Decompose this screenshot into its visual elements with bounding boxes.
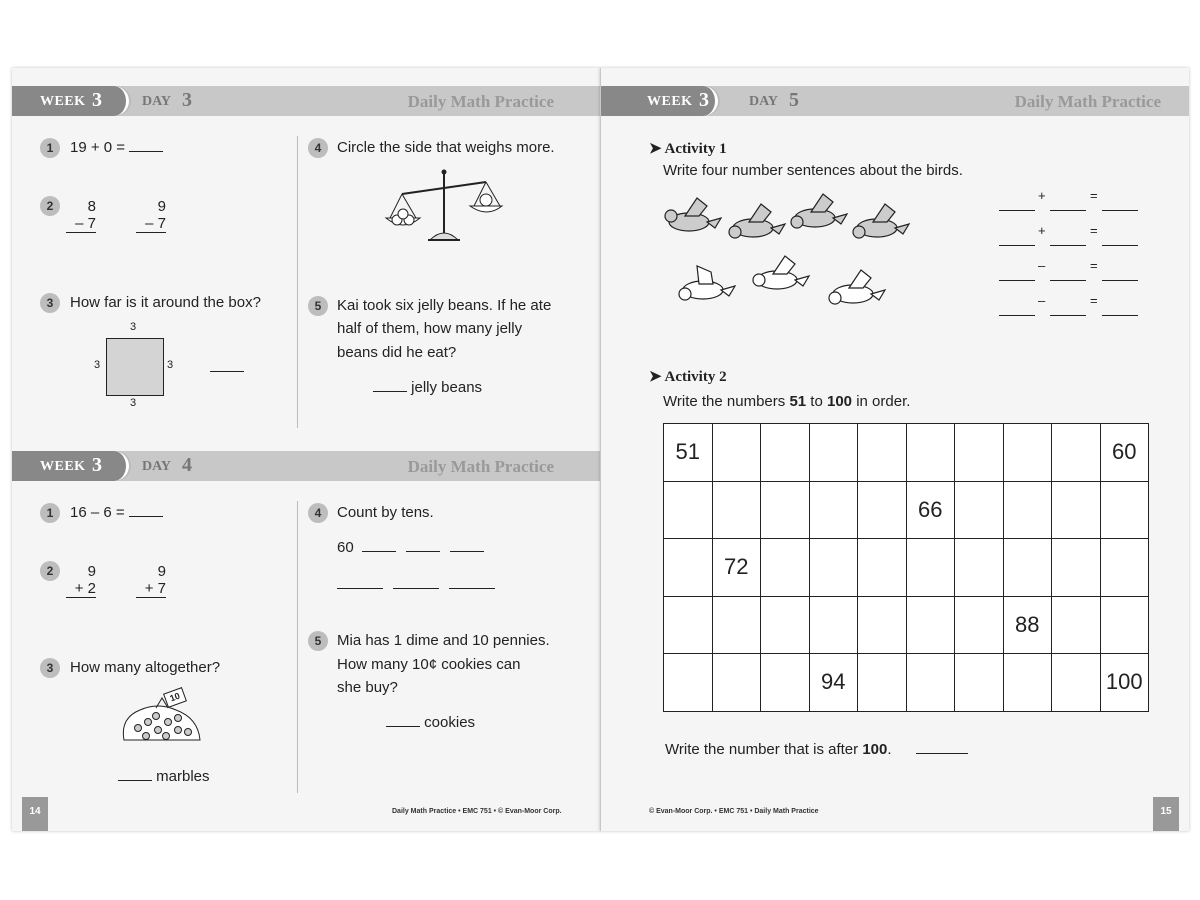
answer-blank <box>1102 303 1138 316</box>
instruction-text: to <box>806 393 827 410</box>
instruction-text: in order. <box>852 393 911 410</box>
bottom-number: + 2 <box>66 580 96 598</box>
question-number: 4 <box>308 503 328 523</box>
week-label: WEEK <box>40 94 86 109</box>
top-number: 9 <box>87 563 96 580</box>
day-number: 3 <box>182 89 192 111</box>
question-text: . <box>887 741 892 758</box>
day-label: DAY <box>749 94 779 109</box>
grid-cell-blank[interactable] <box>664 481 713 539</box>
answer-blank <box>450 539 484 552</box>
grid-cell-blank[interactable] <box>1100 481 1149 539</box>
instruction-text: Write the numbers <box>663 393 790 410</box>
top-number: 9 <box>157 563 166 580</box>
answer-blank <box>129 139 163 152</box>
grid-cell-filled: 60 <box>1100 424 1149 482</box>
arrow-icon: ➤ <box>649 141 662 157</box>
week-number: 3 <box>92 454 102 476</box>
footer-credit: Daily Math Practice • EMC 751 • © Evan-Moor Corp. <box>392 808 562 815</box>
answer-blank <box>1050 198 1086 211</box>
answer-unit: marbles <box>156 768 210 785</box>
question-text: Write the number that is after <box>665 741 863 758</box>
answer-blank <box>362 539 396 552</box>
page-number: 15 <box>1153 797 1179 831</box>
grid-row <box>664 654 1149 712</box>
question-number: 2 <box>40 196 60 216</box>
grid-cell-blank[interactable] <box>761 596 810 654</box>
left-page <box>12 68 600 831</box>
top-number: 9 <box>157 198 166 215</box>
grid-cell-filled: 72 <box>712 539 761 597</box>
question-text <box>70 139 163 156</box>
grid-cell-blank[interactable] <box>761 654 810 712</box>
question-number: 3 <box>40 293 60 313</box>
grid-cell-filled: 66 <box>906 481 955 539</box>
vertical-problem <box>136 563 166 598</box>
answer-blank <box>1050 303 1086 316</box>
question-number: 1 <box>40 503 60 523</box>
answer-blank <box>373 379 407 392</box>
grid-cell-blank[interactable] <box>858 654 907 712</box>
vertical-problem <box>66 563 96 598</box>
bottom-number: – 7 <box>136 215 166 233</box>
grid-cell-blank[interactable] <box>1052 654 1101 712</box>
question-line: half of them, how many jelly <box>337 320 523 337</box>
question-text: How many altogether? <box>70 659 221 676</box>
answer-blank <box>1050 233 1086 246</box>
sentence-row <box>999 256 1144 291</box>
question-line: she buy? <box>337 679 398 696</box>
sentence-row <box>999 221 1144 256</box>
column-divider <box>297 501 298 793</box>
question-text: How far is it around the box? <box>70 294 261 311</box>
week-label: WEEK <box>40 459 86 474</box>
activity-heading <box>649 367 727 386</box>
operator: + <box>1038 188 1046 203</box>
marble-bag-icon <box>118 688 208 748</box>
activity-label: Activity 1 <box>664 141 727 157</box>
grid-row <box>664 481 1149 539</box>
question-number: 3 <box>40 658 60 678</box>
grid-cell-filled: 100 <box>1100 654 1149 712</box>
answer-blank <box>129 504 163 517</box>
side-label: 3 <box>94 359 101 371</box>
grid-cell-blank[interactable] <box>1003 654 1052 712</box>
right-page <box>600 68 1189 831</box>
question-text: Count by tens. <box>337 504 434 521</box>
side-label: 3 <box>167 359 174 371</box>
grid-cell-blank[interactable] <box>1003 481 1052 539</box>
question-line: Kai took six jelly beans. If he ate <box>337 297 552 314</box>
question-line: beans did he eat? <box>337 344 457 361</box>
top-number: 8 <box>87 198 96 215</box>
day-label: DAY <box>142 459 172 474</box>
sentence-row <box>999 291 1144 326</box>
week-tab <box>601 86 718 116</box>
grid-cell-blank[interactable] <box>1052 424 1101 482</box>
grid-cell-blank[interactable] <box>955 596 1004 654</box>
question-number: 1 <box>40 138 60 158</box>
number-sentences <box>999 186 1144 326</box>
question-line: How many 10¢ cookies can <box>337 656 521 673</box>
grid-cell-blank[interactable] <box>712 424 761 482</box>
grid-cell-blank[interactable] <box>906 654 955 712</box>
day4-header <box>12 451 600 481</box>
answer-blank <box>337 576 383 589</box>
hundreds-grid <box>663 423 1149 712</box>
start-number: 60 <box>337 539 354 556</box>
arrow-icon: ➤ <box>649 369 662 385</box>
answer-line <box>386 714 475 731</box>
grid-cell-blank[interactable] <box>1052 596 1101 654</box>
vertical-problem <box>66 198 96 233</box>
page-number: 14 <box>22 797 48 831</box>
grid-row <box>664 596 1149 654</box>
grid-row <box>664 539 1149 597</box>
grid-cell-blank[interactable] <box>761 481 810 539</box>
question-number: 4 <box>308 138 328 158</box>
equals-sign: = <box>1090 188 1098 203</box>
answer-unit: jelly beans <box>411 379 483 396</box>
grid-cell-blank[interactable] <box>1003 539 1052 597</box>
grid-cell-blank[interactable] <box>955 481 1004 539</box>
grid-cell-blank[interactable] <box>1052 481 1101 539</box>
week-tab <box>12 451 129 481</box>
price-tag: 10 <box>163 687 187 708</box>
range-start: 51 <box>789 393 807 410</box>
question-line: Mia has 1 dime and 10 pennies. <box>337 632 550 649</box>
grid-cell-blank[interactable] <box>858 424 907 482</box>
header-title: Daily Math Practice <box>407 92 554 111</box>
question-number: 5 <box>308 296 328 316</box>
answer-blank <box>1102 198 1138 211</box>
count-row <box>337 576 495 594</box>
answer-line <box>373 379 482 396</box>
day-label: DAY <box>142 94 172 109</box>
answer-blank <box>118 768 152 781</box>
equals-sign: = <box>1090 293 1098 308</box>
day3-header <box>12 86 600 116</box>
grid-cell-blank[interactable] <box>809 424 858 482</box>
operator: – <box>1038 293 1046 308</box>
header-title: Daily Math Practice <box>407 457 554 476</box>
day-number: 5 <box>789 89 799 111</box>
birds-illustration <box>663 190 913 320</box>
question-number: 5 <box>308 631 328 651</box>
answer-blank <box>1050 268 1086 281</box>
grid-cell-blank[interactable] <box>664 539 713 597</box>
answer-blank <box>393 576 439 589</box>
grid-cell-blank[interactable] <box>664 654 713 712</box>
vertical-problem <box>136 198 166 233</box>
grid-cell-blank[interactable] <box>906 539 955 597</box>
grid-cell-filled: 88 <box>1003 596 1052 654</box>
activity-label: Activity 2 <box>664 369 727 385</box>
answer-blank <box>210 359 244 372</box>
grid-cell-blank[interactable] <box>1003 424 1052 482</box>
q1-expression: 16 – 6 = <box>70 504 125 521</box>
question-number-bold: 100 <box>862 741 888 758</box>
activity-instruction <box>663 393 910 410</box>
answer-blank <box>999 268 1035 281</box>
balance-scale-icon <box>384 168 504 253</box>
answer-blank <box>449 576 495 589</box>
grid-cell-blank[interactable] <box>1100 539 1149 597</box>
question-number: 2 <box>40 561 60 581</box>
grid-cell-blank[interactable] <box>712 481 761 539</box>
bottom-number: + 7 <box>136 580 166 598</box>
grid-cell-blank[interactable] <box>761 424 810 482</box>
grid-cell-blank[interactable] <box>1100 596 1149 654</box>
answer-blank <box>1102 233 1138 246</box>
count-row <box>337 539 484 556</box>
answer-blank <box>406 539 440 552</box>
after-question <box>665 741 968 758</box>
side-label: 3 <box>130 397 137 409</box>
week-number: 3 <box>699 89 709 111</box>
grid-cell-blank[interactable] <box>761 539 810 597</box>
grid-cell-blank[interactable] <box>858 539 907 597</box>
grid-cell-blank[interactable] <box>809 481 858 539</box>
week-number: 3 <box>92 89 102 111</box>
grid-cell-blank[interactable] <box>664 596 713 654</box>
grid-cell-blank[interactable] <box>1052 539 1101 597</box>
header-title: Daily Math Practice <box>1014 92 1161 111</box>
answer-blank <box>999 233 1035 246</box>
grid-cell-blank[interactable] <box>906 596 955 654</box>
answer-blank <box>1102 268 1138 281</box>
day-number: 4 <box>182 454 192 476</box>
grid-cell-blank[interactable] <box>809 596 858 654</box>
q1-expression: 19 + 0 = <box>70 139 126 156</box>
activity-heading <box>649 139 727 158</box>
activity-instruction: Write four number sentences about the birds. <box>663 162 963 179</box>
answer-blank <box>999 198 1035 211</box>
week-tab <box>12 86 129 116</box>
grid-cell-blank[interactable] <box>955 654 1004 712</box>
answer-unit: cookies <box>424 714 476 731</box>
answer-blank <box>916 741 968 754</box>
day5-header <box>601 86 1189 116</box>
grid-cell-blank[interactable] <box>712 596 761 654</box>
box-figure <box>106 338 164 396</box>
grid-cell-blank[interactable] <box>712 654 761 712</box>
equals-sign: = <box>1090 223 1098 238</box>
grid-row <box>664 424 1149 482</box>
sentence-row <box>999 186 1144 221</box>
operator: + <box>1038 223 1046 238</box>
grid-cell-blank[interactable] <box>906 424 955 482</box>
week-label: WEEK <box>647 94 693 109</box>
grid-cell-blank[interactable] <box>809 539 858 597</box>
bottom-number: – 7 <box>66 215 96 233</box>
range-end: 100 <box>827 393 853 410</box>
operator: – <box>1038 258 1046 273</box>
column-divider <box>297 136 298 428</box>
grid-cell-filled: 51 <box>664 424 713 482</box>
equals-sign: = <box>1090 258 1098 273</box>
grid-cell-blank[interactable] <box>858 481 907 539</box>
answer-blank <box>999 303 1035 316</box>
grid-cell-filled: 94 <box>809 654 858 712</box>
grid-cell-blank[interactable] <box>858 596 907 654</box>
grid-cell-blank[interactable] <box>955 424 1004 482</box>
answer-line <box>118 768 210 785</box>
question-text: Circle the side that weighs more. <box>337 139 555 156</box>
grid-cell-blank[interactable] <box>955 539 1004 597</box>
question-text <box>70 504 163 521</box>
answer-blank <box>386 714 420 727</box>
side-label: 3 <box>130 321 137 333</box>
footer-credit: © Evan-Moor Corp. • EMC 751 • Daily Math Practice <box>649 808 819 815</box>
